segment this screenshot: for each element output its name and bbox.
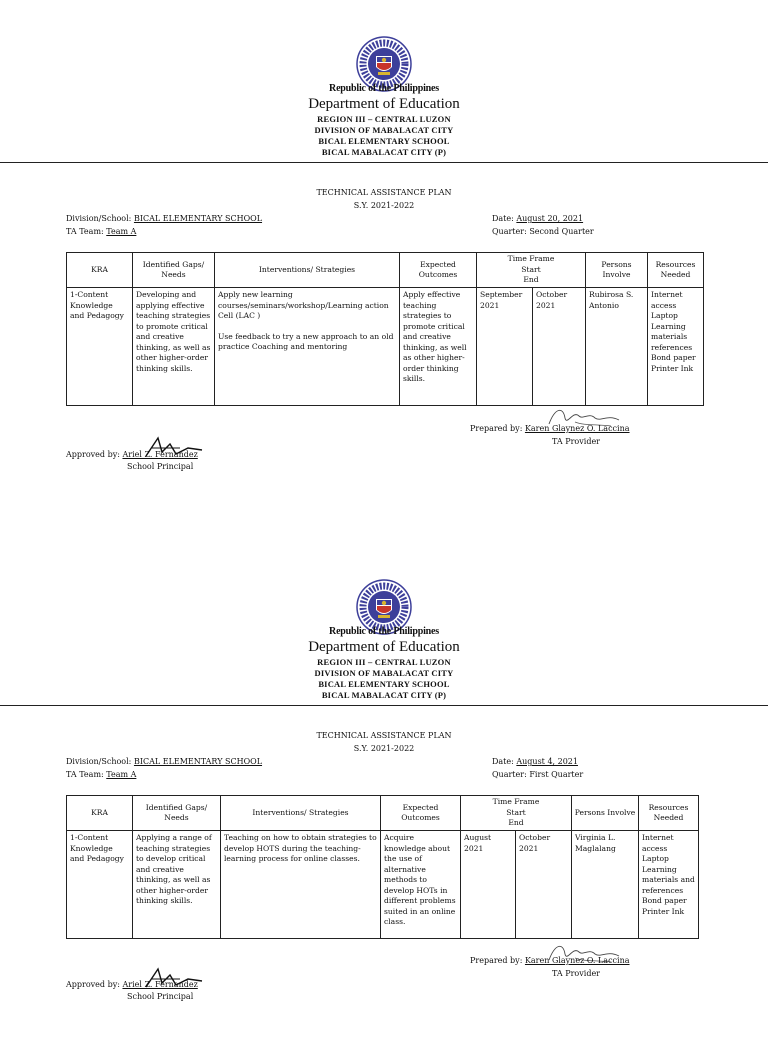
quarter-line [492,227,594,236]
end-label: End [523,275,539,285]
start-label: Start [506,807,526,817]
school-heading: BICAL ELEMENTARY SCHOOL [318,136,450,146]
header-divider [0,162,768,163]
prepared-name: Karen Glaynez O. Laccina [524,424,630,433]
ta-team-line [66,227,136,236]
prepared-name: Karen Glaynez O. Laccina [524,956,630,965]
timeframe-label: Time Frame [507,254,555,264]
timeframe-label: Time Frame [492,797,540,807]
division-value: BICAL ELEMENTARY SCHOOL [133,214,263,223]
col-gaps: Identified Gaps/ Needs [133,253,215,288]
cell-start: August 2021 [461,831,516,939]
ta-team-label: TA Team: [66,770,104,779]
quarter-line [492,770,583,779]
end-label: End [508,818,524,828]
header-divider [0,705,768,706]
col-resources: Resources Needed [639,796,699,831]
col-interventions: Interventions/ Strategies [215,253,400,288]
republic-heading: Republic of the Philippines [329,83,439,94]
school-year: S.Y. 2021-2022 [353,744,415,753]
quarter-label: Quarter: [492,227,527,236]
col-outcomes: Expected Outcomes [381,796,461,831]
region-heading: REGION III – CENTRAL LUZON [317,114,451,124]
cell-start: September 2021 [477,288,533,406]
date-label: Date: [492,757,514,766]
table-header-row [67,253,704,288]
address-heading: BICAL MABALACAT CITY (P) [321,147,447,157]
department-heading: Department of Education [308,96,460,112]
approved-line [66,980,198,989]
plan-title: TECHNICAL ASSISTANCE PLAN [316,731,452,740]
school-year: S.Y. 2021-2022 [353,201,415,210]
date-label: Date: [492,214,514,223]
col-kra: KRA [67,253,133,288]
department-heading: Department of Education [308,639,460,655]
approved-role: School Principal [127,992,194,1001]
prepared-line [470,424,630,433]
table-row [67,831,699,939]
cell-resources: Internet access Laptop Learning materials references Bond paper Printer Ink [648,288,704,406]
col-outcomes: Expected Outcomes [400,253,477,288]
division-label: Division/School: [66,757,132,766]
approved-name: Ariel Z. Fernandez [122,980,198,989]
cell-kra: 1-Content Knowledge and Pedagogy [67,831,133,939]
prepared-role: TA Provider [552,437,600,446]
ta-plan-table [66,252,704,406]
date-value: August 20, 2021 [516,214,584,223]
division-value: BICAL ELEMENTARY SCHOOL [133,757,263,766]
plan-page-2 [0,543,768,1055]
table-header-row [67,796,699,831]
col-gaps: Identified Gaps/ Needs [133,796,221,831]
division-heading: DIVISION OF MABALACAT CITY [314,125,454,135]
cell-end: October 2021 [533,288,586,406]
intervention-text-1: Apply new learning courses/seminars/workshop/Learning action Cell (LAC ) [218,290,389,320]
ta-plan-table [66,795,699,939]
school-heading: BICAL ELEMENTARY SCHOOL [318,679,450,689]
republic-heading: Republic of the Philippines [329,626,439,637]
cell-end: October 2021 [516,831,572,939]
plan-page-1 [0,0,768,512]
ta-team-value: Team A [106,770,137,779]
approved-line [66,450,198,459]
cell-persons: Rubirosa S. Antonio [586,288,648,406]
ta-team-line [66,770,136,779]
plan-title: TECHNICAL ASSISTANCE PLAN [316,188,452,197]
quarter-value: Second Quarter [529,227,594,236]
approved-label: Approved by: [66,980,120,989]
cell-interventions [215,288,400,406]
prepared-line [470,956,630,965]
quarter-label: Quarter: [492,770,527,779]
col-timeframe [461,796,572,831]
prepared-role: TA Provider [552,969,600,978]
cell-resources: Internet access Laptop Learning materials and references Bond paper Printer Ink [639,831,699,939]
date-line [492,214,583,223]
ta-team-label: TA Team: [66,227,104,236]
table-row [67,288,704,406]
region-heading: REGION III – CENTRAL LUZON [317,657,451,667]
date-line [492,757,578,766]
ta-team-value: Team A [106,227,137,236]
col-resources: Resources Needed [648,253,704,288]
cell-outcomes: Acquire knowledge about the use of alternative methods to develop HOTs in different problems suited in an online class. [381,831,461,939]
date-value: August 4, 2021 [516,757,578,766]
start-label: Start [521,264,541,274]
division-school-line [66,757,262,766]
cell-gaps: Applying a range of teaching strategies to develop critical and creative thinking, as well as other higher-order thinking skills. [133,831,221,939]
col-timeframe [477,253,586,288]
cell-outcomes: Apply effective teaching strategies to promote critical and creative thinking, as well as other higher-order thinking skills. [400,288,477,406]
quarter-value: First Quarter [529,770,584,779]
approved-role: School Principal [127,462,194,471]
approved-name: Ariel Z. Fernandez [122,450,198,459]
cell-persons: Virginia L. Maglalang [572,831,639,939]
cell-gaps: Developing and applying effective teaching strategies to promote critical and creative thinking, as well as other higher-order thinking skills. [133,288,215,406]
col-persons: Persons Involve [572,796,639,831]
intervention-text-2: Use feedback to try a new approach to an old practice Coaching and mentoring [218,331,394,351]
division-label: Division/School: [66,214,132,223]
cell-kra: 1-Content Knowledge and Pedagogy [67,288,133,406]
cell-interventions [221,831,381,939]
col-persons: Persons Involve [586,253,648,288]
col-interventions: Interventions/ Strategies [221,796,381,831]
intervention-text-1: Teaching on how to obtain strategies to develop HOTS during the teaching-learning process for online classes. [224,833,377,863]
address-heading: BICAL MABALACAT CITY (P) [321,690,447,700]
division-school-line [66,214,262,223]
approved-label: Approved by: [66,450,120,459]
prepared-label: Prepared by: [470,424,523,433]
prepared-label: Prepared by: [470,956,523,965]
division-heading: DIVISION OF MABALACAT CITY [314,668,454,678]
col-kra: KRA [67,796,133,831]
